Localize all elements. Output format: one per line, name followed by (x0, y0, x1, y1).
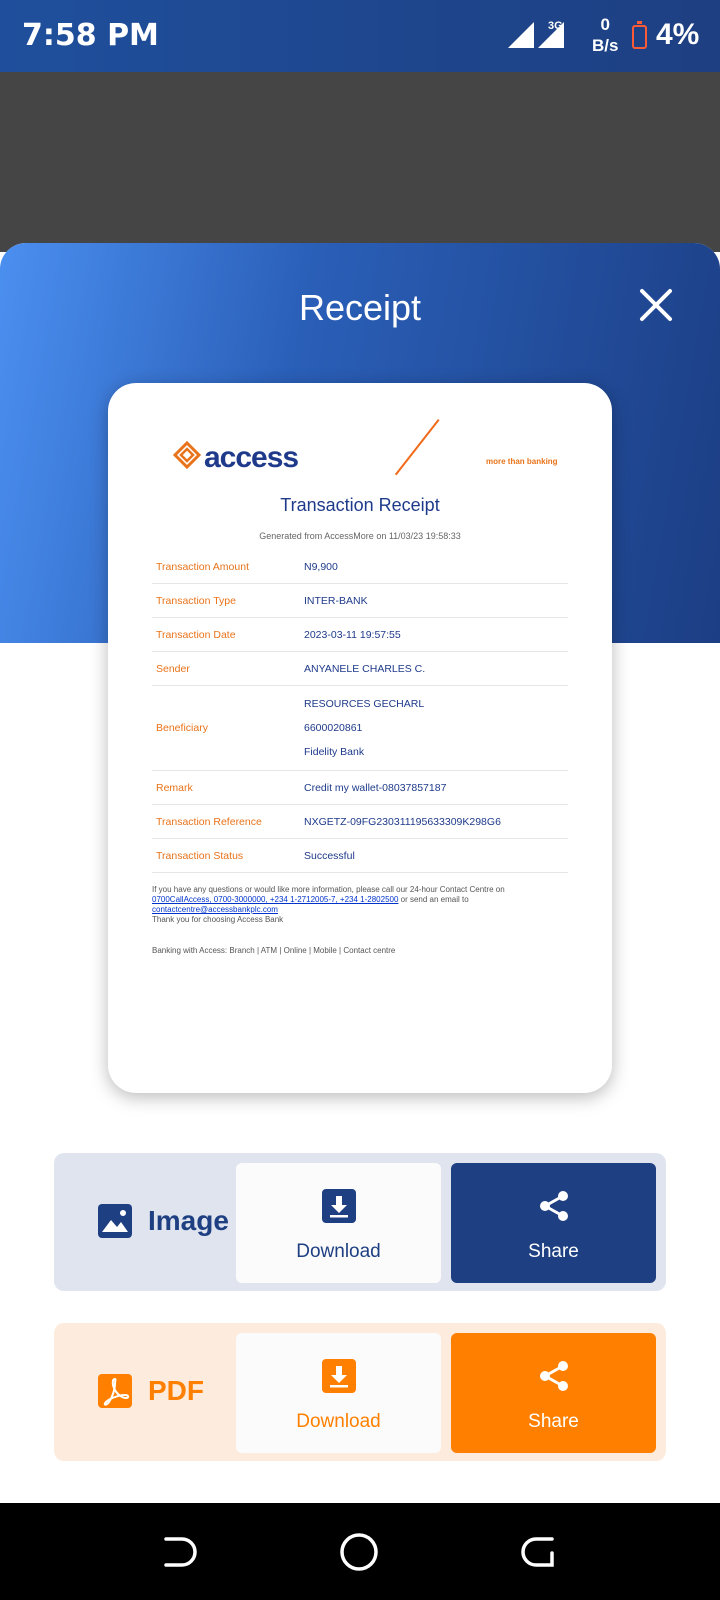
signal-icon (508, 22, 534, 48)
row-label: Beneficiary (156, 722, 208, 734)
network-speed (592, 14, 618, 56)
speed-value: 0 (600, 15, 610, 34)
row-label: Transaction Type (156, 594, 236, 607)
dim-overlay[interactable] (0, 72, 720, 252)
receipt-preview-card (108, 383, 612, 1093)
battery-icon (632, 25, 647, 49)
pdf-export-panel (54, 1323, 666, 1461)
status-time: 7:58 PM (22, 18, 159, 53)
pdf-type (98, 1373, 204, 1409)
row-value: Successful (304, 849, 355, 862)
receipt-footer (152, 885, 562, 925)
share-icon (537, 1189, 571, 1223)
status-bar (0, 0, 720, 72)
receipt-title: Transaction Receipt (280, 495, 440, 515)
table-row (152, 839, 568, 873)
row-label: Transaction Date (156, 628, 236, 641)
image-type (98, 1203, 229, 1239)
image-download-button[interactable] (236, 1163, 441, 1283)
access-logo-icon (172, 439, 202, 479)
receipt-sheet (0, 243, 720, 1503)
row-value: ANYANELE CHARLES C. (304, 662, 426, 675)
share-label: Share (528, 1411, 579, 1432)
pdf-icon (98, 1374, 132, 1408)
row-label: Transaction Reference (156, 815, 262, 828)
receipt-table (152, 550, 568, 873)
image-icon (98, 1204, 132, 1238)
row-label: Remark (156, 781, 193, 794)
phone-links[interactable]: 0700CallAccess, 0700-3000000, +234 1-2712005-7, +234 1-2802500 (152, 895, 399, 904)
battery-level: 4% (656, 18, 700, 51)
row-label: Transaction Status (156, 849, 244, 862)
sheet-title: Receipt (298, 287, 422, 328)
footer-contacts (152, 895, 562, 905)
close-icon[interactable] (636, 285, 676, 325)
image-type-label: Image (148, 1205, 229, 1236)
speed-unit: B/s (592, 36, 619, 55)
share-label: Share (528, 1241, 579, 1262)
pdf-download-button[interactable] (236, 1333, 441, 1453)
table-row (152, 686, 568, 771)
row-value: 2023-03-11 19:57:55 (304, 628, 401, 641)
table-row (152, 771, 568, 805)
back-icon[interactable] (160, 1533, 198, 1571)
download-label: Download (296, 1241, 381, 1262)
pdf-share-button[interactable] (451, 1333, 656, 1453)
row-value (304, 692, 568, 764)
footer-line: If you have any questions or would like more information, please call our 24-hour Contact Centre on (152, 885, 505, 894)
brand-name: access (204, 441, 299, 474)
row-value: NXGETZ-09FG230311195633309K298G6 (304, 815, 501, 828)
footer-thanks: Thank you for choosing Access Bank (152, 915, 284, 924)
pdf-type-label: PDF (148, 1375, 204, 1406)
table-row (152, 550, 568, 584)
row-value: Credit my wallet-08037857187 (304, 781, 447, 794)
table-row (152, 652, 568, 686)
table-row (152, 584, 568, 618)
generated-line: Generated from AccessMore on 11/03/23 19:58:33 (259, 531, 461, 541)
row-value: N9,900 (304, 560, 338, 573)
share-icon (537, 1359, 571, 1393)
brand-slash (395, 419, 440, 475)
download-icon (322, 1189, 356, 1223)
download-label: Download (296, 1411, 381, 1432)
email-link[interactable]: contactcentre@accessbankplc.com (152, 905, 278, 914)
navigation-bar (0, 1503, 720, 1600)
image-export-panel (54, 1153, 666, 1291)
home-icon[interactable] (338, 1531, 380, 1573)
beneficiary-name: RESOURCES GECHARL (304, 698, 425, 710)
recents-icon[interactable] (520, 1533, 558, 1571)
row-value: INTER-BANK (304, 594, 368, 607)
beneficiary-bank: Fidelity Bank (304, 746, 365, 758)
table-row (152, 805, 568, 839)
download-icon (322, 1359, 356, 1393)
image-share-button[interactable] (451, 1163, 656, 1283)
table-row (152, 618, 568, 652)
brand-tagline: more than banking (486, 457, 558, 466)
row-label: Sender (156, 662, 190, 675)
network-type: 3G (548, 20, 563, 32)
beneficiary-account: 6600020861 (304, 722, 363, 734)
row-label: Transaction Amount (156, 560, 249, 573)
footer-or: or send an email to (398, 895, 469, 904)
banking-channels: Banking with Access: Branch | ATM | Online | Mobile | Contact centre (152, 946, 396, 955)
